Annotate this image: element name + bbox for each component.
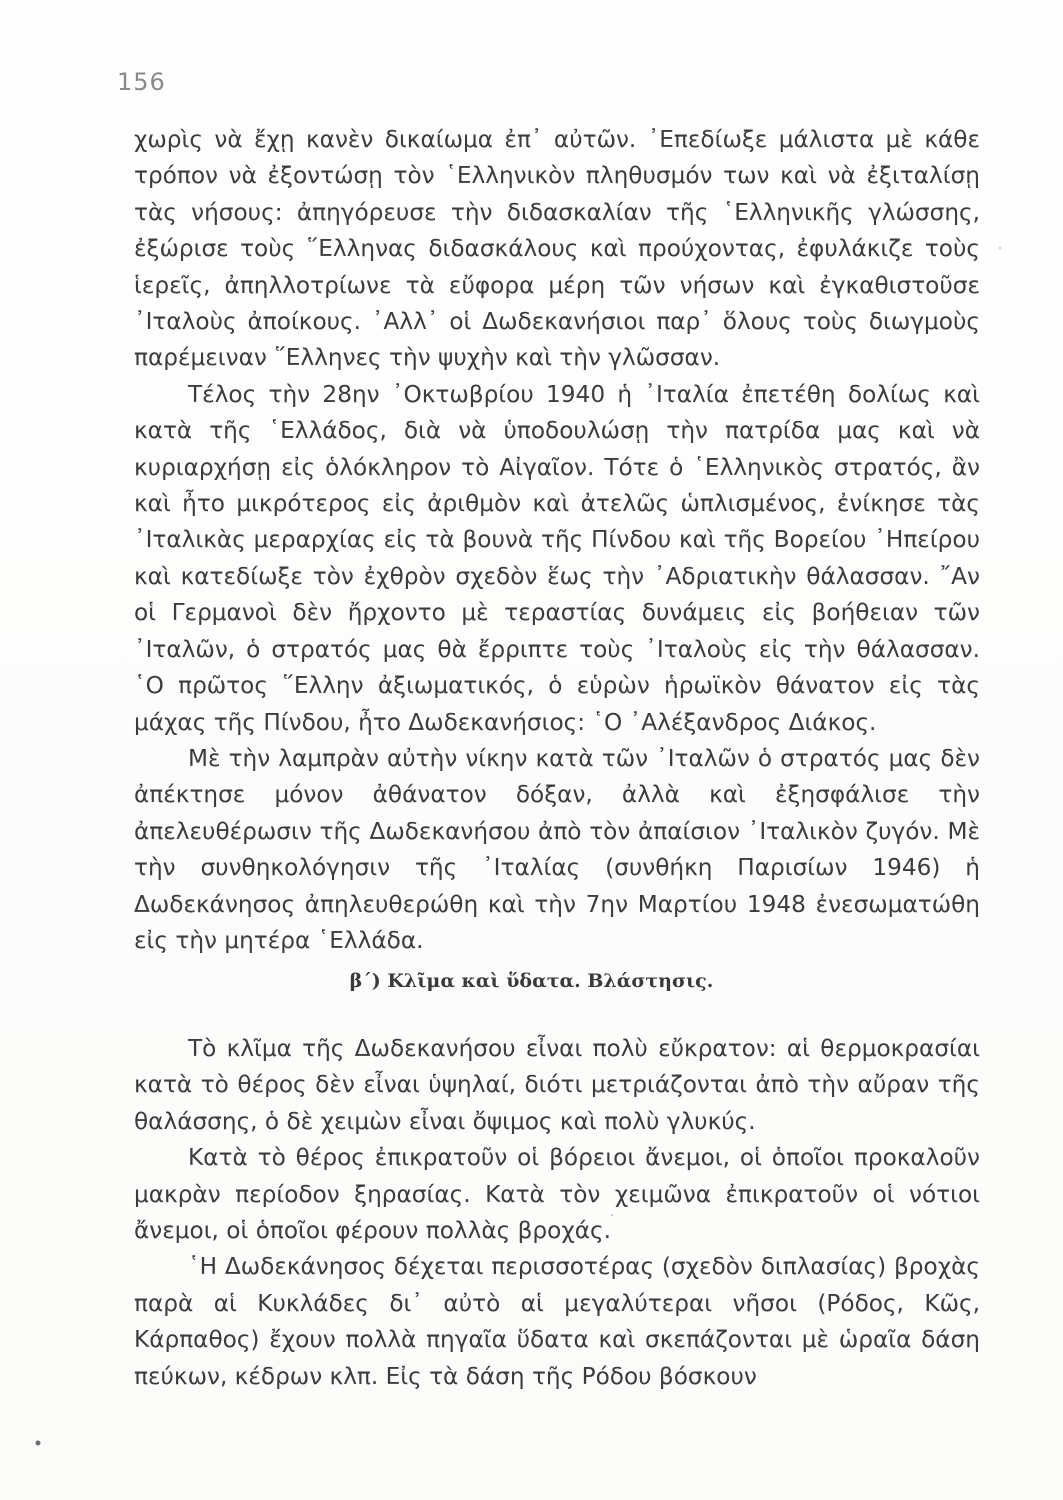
- page-number: 156: [117, 68, 166, 96]
- paragraph-climate: Τὸ κλῖμα τῆς Δωδεκανήσου εἶναι πολὺ εὔκρατον: αἱ θερμοκρασίαι κατὰ τὸ θέρος δὲν εἶναι ὑψηλαί, διότι μετριάζονται ἀπὸ τὴν αὔραν τῆς θαλάσσης, ὁ δὲ χειμὼν εἶναι ὄψιμος καὶ πολὺ γλυκύς.: [134, 1035, 980, 1135]
- scan-speck: [36, 1441, 41, 1446]
- scan-speck: [611, 1214, 613, 1216]
- scan-speck: [999, 247, 1001, 249]
- paragraph-rainfall: ῾Η Δωδεκάνησος δέχεται περισσοτέρας (σχεδὸν διπλασίας) βροχὰς παρὰ αἱ Κυκλάδες δι᾽ αὐτὸ αἱ μεγαλύτεραι νῆσοι (Ρόδος, Κῶς, Κάρπαθος) ἔχουν πολλὰ πηγαῖα ὕδατα καὶ σκεπάζονται μὲ ὡραῖα δάση πεύκων, κέδρων κλπ. Εἰς τὰ δάση τῆς Ρόδου βόσκουν: [134, 1253, 980, 1390]
- paragraph-winds: Κατὰ τὸ θέρος ἐπικρατοῦν οἱ βόρειοι ἄνεμοι, οἱ ὁποῖοι προκαλοῦν μακρὰν περίοδον ξηρασίας. Κατὰ τὸν χειμῶνα ἐπικρατοῦν οἱ νότιοι ἄνεμοι, οἱ ὁποῖοι φέρουν πολλὰς βροχάς.: [134, 1144, 980, 1245]
- section-heading: β΄) Κλῖμα καὶ ὕδατα. Βλάστησις.: [349, 970, 714, 992]
- paragraph-italian-occupation: χωρὶς νὰ ἔχῃ κανὲν δικαίωμα ἐπ᾽ αὐτῶν. ᾽Επεδίωξε μάλιστα μὲ κάθε τρόπον νὰ ἐξοντώσῃ τὸν ῾Ελληνικὸν πληθυσμόν των καὶ νὰ ἐξιταλίσῃ τὰς νήσους: ἀπηγόρευσε τὴν διδασκαλίαν τῆς ῾Ελληνικῆς γλώσσης, ἐξώρισε τοὺς ῞Ελληνας διδασκάλους καὶ προύχοντας, ἐφυλάκιζε τοὺς ἱερεῖς, ἀπηλλοτρίωνε τὰ εὔφορα μέρη τῶν νήσων καὶ ἐγκαθιστοῦσε ᾽Ιταλοὺς ἀποίκους. ᾽Αλλ᾽ οἱ Δωδεκανήσιοι παρ᾽ ὅλους τοὺς διωγμοὺς παρέμειναν ῞Ελληνες τὴν ψυχὴν καὶ τὴν γλῶσσαν.: [134, 126, 980, 372]
- paragraph-war-1940: Τέλος τὴν 28ην ᾽Οκτωβρίου 1940 ἡ ᾽Ιταλία ἐπετέθη δολίως καὶ κατὰ τῆς ῾Ελλάδος, διὰ νὰ ὑποδουλώσῃ τὴν πατρίδα μας καὶ νὰ κυριαρχήσῃ εἰς ὁλόκληρον τὸ Αἰγαῖον. Τότε ὁ ῾Ελληνικὸς στρατός, ἂν καὶ ἦτο μικρότερος εἰς ἀριθμὸν καὶ ἀτελῶς ὡπλισμένος, ἐνίκησε τὰς ᾽Ιταλικὰς μεραρχίας εἰς τὰ βουνὰ τῆς Πίνδου καὶ τῆς Βορείου ᾽Ηπείρου καὶ κατεδίωξε τὸν ἐχθρὸν σχεδὸν ἕως τὴν ᾽Αδριατικὴν θάλασσαν. ῎Αν οἱ Γερμανοὶ δὲν ἤρχοντο μὲ τεραστίας δυνάμεις εἰς βοήθειαν τῶν ᾽Ιταλῶν, ὁ στρατός μας θὰ ἔρριπτε τοὺς ᾽Ιταλοὺς εἰς τὴν θάλασσαν. ῾Ο πρῶτος ῞Ελλην ἀξιωματικός, ὁ εὑρὼν ἡρωϊκὸν θάνατον εἰς τὰς μάχας τῆς Πίνδου, ἦτο Δωδεκανήσιος: ῾Ο ᾽Αλέξανδρος Διάκος.: [134, 380, 980, 736]
- paragraph-liberation: Μὲ τὴν λαμπρὰν αὐτὴν νίκην κατὰ τῶν ᾽Ιταλῶν ὁ στρατός μας δὲν ἀπέκτησε μόνον ἀθάνατον δόξαν, ἀλλὰ καὶ ἐξησφάλισε τὴν ἀπελευθέρωσιν τῆς Δωδεκανήσου ἀπὸ τὸν ἀπαίσιον ᾽Ιταλικὸν ζυγόν. Μὲ τὴν συνθηκολόγησιν τῆς ᾽Ιταλίας (συνθήκη Παρισίων 1946) ἡ Δωδεκάνησος ἀπηλευθερώθη καὶ τὴν 7ην Μαρτίου 1948 ἐνεσωματώθη εἰς τὴν μητέρα ῾Ελλάδα.: [134, 744, 980, 954]
